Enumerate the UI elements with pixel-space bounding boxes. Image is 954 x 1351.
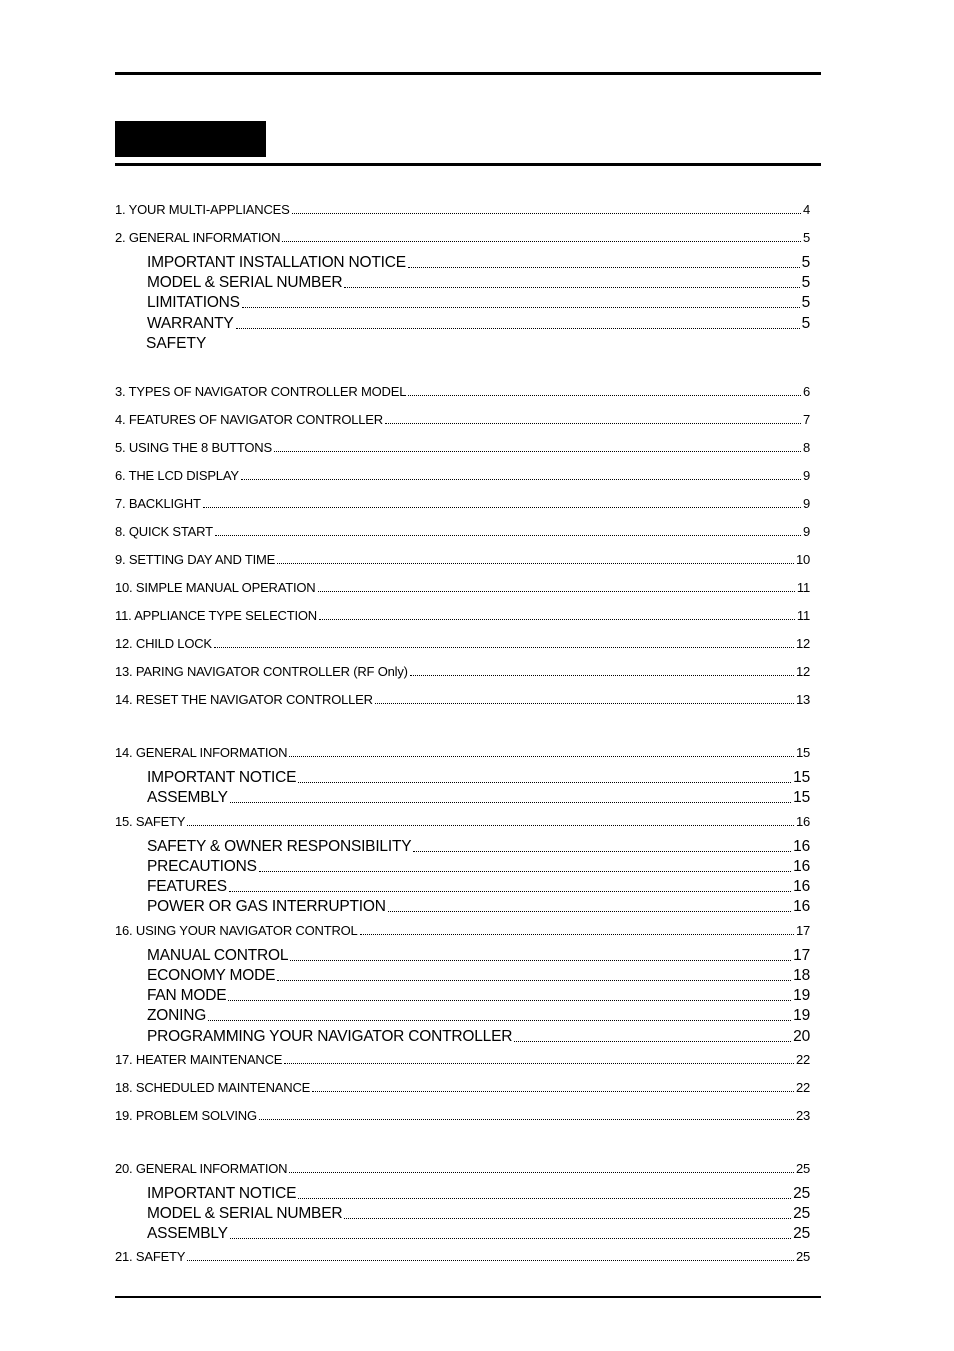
toc-leader-dots xyxy=(259,1118,794,1120)
toc-entry-page: 25 xyxy=(793,1225,810,1242)
toc-entry-page: 9 xyxy=(802,496,810,511)
toc-leader-dots xyxy=(242,306,800,308)
toc-entry-label: 2. GENERAL INFORMATION xyxy=(115,230,281,245)
toc-entry-label: ASSEMBLY xyxy=(147,789,228,806)
toc-entry-page: 19 xyxy=(793,1007,810,1024)
toc-entry[interactable] xyxy=(115,745,810,760)
toc-leader-dots xyxy=(360,933,794,935)
toc-entry[interactable] xyxy=(115,636,810,651)
toc-entry-label: ASSEMBLY xyxy=(147,1225,228,1242)
toc-entry-label: IMPORTANT NOTICE xyxy=(147,769,297,786)
toc-entry[interactable] xyxy=(115,412,810,427)
toc-entry-page: 19 xyxy=(793,987,810,1004)
toc-entry-page: 15 xyxy=(795,745,810,760)
toc-leader-dots xyxy=(298,1197,791,1199)
toc-leader-dots xyxy=(408,394,801,396)
toc-entry-page: 16 xyxy=(793,858,810,875)
top-rule xyxy=(115,72,821,75)
toc-entry[interactable] xyxy=(115,1052,810,1067)
toc-entry-label: SAFETY & OWNER RESPONSIBILITY xyxy=(147,838,412,855)
toc-entry-label: 4. FEATURES OF NAVIGATOR CONTROLLER xyxy=(115,412,383,427)
toc-entry[interactable] xyxy=(115,580,810,595)
toc-entry[interactable] xyxy=(147,315,810,333)
toc-leader-dots xyxy=(318,590,795,592)
toc-entry[interactable] xyxy=(147,1225,810,1243)
toc-leader-dots xyxy=(187,1259,794,1261)
toc-leader-dots xyxy=(215,534,801,536)
toc-leader-dots xyxy=(228,999,791,1001)
toc-leader-dots xyxy=(289,1171,794,1173)
toc-leader-dots xyxy=(203,506,801,508)
toc-entry-label: MANUAL CONTROL xyxy=(147,947,289,964)
toc-entry-label: 18. SCHEDULED MAINTENANCE xyxy=(115,1080,311,1095)
toc-leader-dots xyxy=(277,979,791,981)
toc-entry-label: MODEL & SERIAL NUMBER xyxy=(147,1205,343,1222)
toc-entry-page: 5 xyxy=(801,274,810,291)
toc-entry-page: 11 xyxy=(796,580,810,595)
toc-leader-dots xyxy=(344,286,799,288)
toc-entry-label: 9. SETTING DAY AND TIME xyxy=(115,552,276,567)
toc-entry-page: 12 xyxy=(795,664,810,679)
toc-entry-page: 9 xyxy=(802,468,810,483)
toc-entry[interactable] xyxy=(115,202,810,217)
toc-entry[interactable] xyxy=(115,923,810,938)
toc-entry-label: 15. SAFETY xyxy=(115,814,186,829)
toc-leader-dots xyxy=(241,478,801,480)
toc-entry-page: 16 xyxy=(795,814,810,829)
toc-entry-page: 9 xyxy=(802,524,810,539)
toc-leader-dots xyxy=(410,674,794,676)
toc-entry-page: 16 xyxy=(793,838,810,855)
toc-entry-label: POWER OR GAS INTERRUPTION xyxy=(147,898,386,915)
toc-entry[interactable] xyxy=(115,1161,810,1176)
toc-entry-page: 5 xyxy=(802,230,810,245)
toc-entry[interactable] xyxy=(115,496,810,511)
toc-entry-label: 7. BACKLIGHT xyxy=(115,496,201,511)
toc-entry[interactable] xyxy=(147,878,810,896)
toc-entry[interactable] xyxy=(115,1080,810,1095)
toc-entry-label: 14. GENERAL INFORMATION xyxy=(115,745,288,760)
toc-entry-label: MODEL & SERIAL NUMBER xyxy=(147,274,343,291)
toc-entry-label: PRECAUTIONS xyxy=(147,858,257,875)
toc-entry-label: WARRANTY xyxy=(147,315,234,332)
toc-entry[interactable] xyxy=(115,692,810,707)
toc-entry-label: 19. PROBLEM SOLVING xyxy=(115,1108,257,1123)
toc-entry-page: 25 xyxy=(793,1205,810,1222)
toc-entry[interactable] xyxy=(147,294,810,312)
toc-entry-page: 5 xyxy=(801,254,810,271)
toc-entry[interactable] xyxy=(115,384,810,399)
toc-entry[interactable] xyxy=(147,254,810,272)
toc-entry-label: 8. QUICK START xyxy=(115,524,213,539)
toc-entry[interactable] xyxy=(147,1028,810,1046)
toc-leader-dots xyxy=(408,266,800,268)
toc-entry-label: ZONING xyxy=(147,1007,207,1024)
toc-entry-page: 23 xyxy=(795,1108,810,1123)
toc-entry-page: 25 xyxy=(795,1161,810,1176)
toc-entry-label: 13. PARING NAVIGATOR CONTROLLER (RF Only) xyxy=(115,664,408,679)
toc-entry[interactable] xyxy=(115,664,810,679)
toc-entry[interactable] xyxy=(147,274,810,292)
toc-entry-page: 15 xyxy=(793,769,810,786)
toc-entry-page: 10 xyxy=(795,552,810,567)
toc-entry-page: 16 xyxy=(793,898,810,915)
toc-entry-page: 5 xyxy=(801,294,810,311)
toc-entry[interactable] xyxy=(115,440,810,455)
toc-entry-label: 3. TYPES OF NAVIGATOR CONTROLLER MODEL xyxy=(115,384,407,399)
toc-leader-dots xyxy=(259,870,791,872)
toc-entry[interactable] xyxy=(115,608,810,623)
toc-entry[interactable] xyxy=(147,898,810,916)
toc-leader-dots xyxy=(208,1019,791,1021)
toc-entry-page: 13 xyxy=(795,692,810,707)
toc-leader-dots xyxy=(274,450,801,452)
toc-entry-page: 22 xyxy=(795,1052,810,1067)
toc-entry-page: 17 xyxy=(793,947,810,964)
toc-leader-dots xyxy=(277,562,794,564)
toc-leader-dots xyxy=(375,702,794,704)
toc-entry[interactable] xyxy=(147,838,810,856)
toc-entry-label: 11. APPLIANCE TYPE SELECTION xyxy=(115,608,318,623)
toc-entry-label: 20. GENERAL INFORMATION xyxy=(115,1161,288,1176)
toc-entry-page: 8 xyxy=(802,440,810,455)
toc-entry[interactable] xyxy=(115,524,810,539)
toc-leader-dots xyxy=(284,1062,794,1064)
toc-entry-label: FEATURES xyxy=(147,878,227,895)
toc-entry[interactable] xyxy=(147,987,810,1005)
toc-entry[interactable] xyxy=(115,1108,810,1123)
toc-leader-dots xyxy=(236,327,800,329)
bottom-rule xyxy=(115,1296,821,1298)
toc-leader-dots xyxy=(214,646,794,648)
toc-entry-page: 18 xyxy=(793,967,810,984)
toc-entry[interactable] xyxy=(147,789,810,807)
toc-leader-dots xyxy=(319,618,795,620)
toc-entry-page: 17 xyxy=(795,923,810,938)
title-block xyxy=(115,121,266,157)
toc-leader-dots xyxy=(514,1040,791,1042)
toc-entry-page: 15 xyxy=(793,789,810,806)
toc-leader-dots xyxy=(298,781,791,783)
toc-entry-page: 12 xyxy=(795,636,810,651)
toc-entry-page: 7 xyxy=(802,412,810,427)
toc-entry-label: IMPORTANT INSTALLATION NOTICE xyxy=(147,254,406,271)
toc-entry[interactable] xyxy=(115,552,810,567)
toc-leader-dots xyxy=(290,959,791,961)
toc-entry[interactable] xyxy=(147,1205,810,1223)
toc-entry-label: FAN MODE xyxy=(147,987,227,1004)
toc-entry-page: 25 xyxy=(793,1185,810,1202)
toc-entry-label: 5. USING THE 8 BUTTONS xyxy=(115,440,272,455)
toc-entry-page: 25 xyxy=(795,1249,810,1264)
toc-leader-dots xyxy=(385,422,801,424)
toc-entry-page: 11 xyxy=(796,608,810,623)
toc-entry-label: IMPORTANT NOTICE xyxy=(147,1185,297,1202)
toc-leader-dots xyxy=(292,212,801,214)
toc-entry-page: 16 xyxy=(793,878,810,895)
toc-entry-label: 14. RESET THE NAVIGATOR CONTROLLER xyxy=(115,692,373,707)
toc-entry-label: 6. THE LCD DISPLAY xyxy=(115,468,239,483)
toc-leader-dots xyxy=(230,801,791,803)
toc-entry-label: 21. SAFETY xyxy=(115,1249,186,1264)
toc-entry[interactable] xyxy=(147,769,810,787)
toc-entry[interactable] xyxy=(115,230,810,245)
toc-leader-dots xyxy=(282,240,801,242)
toc-entry-page: 6 xyxy=(802,384,810,399)
toc-entry-label: LIMITATIONS xyxy=(147,294,240,311)
toc-leader-dots xyxy=(187,824,794,826)
toc-entry-label: 16. USING YOUR NAVIGATOR CONTROL xyxy=(115,923,358,938)
toc-entry[interactable] xyxy=(147,967,810,985)
header-rule xyxy=(115,163,821,166)
toc-entry[interactable] xyxy=(147,1185,810,1203)
toc-leader-dots xyxy=(413,850,791,852)
toc-entry[interactable] xyxy=(115,814,810,829)
toc-entry-label: ECONOMY MODE xyxy=(147,967,276,984)
toc-entry-label: PROGRAMMING YOUR NAVIGATOR CONTROLLER xyxy=(147,1028,513,1045)
toc-leader-dots xyxy=(344,1217,791,1219)
toc-entry[interactable] xyxy=(147,947,810,965)
toc-leader-dots xyxy=(388,910,791,912)
toc-entry-label: 1. YOUR MULTI-APPLIANCES xyxy=(115,202,290,217)
toc-safety-heading: SAFETY xyxy=(146,335,207,352)
toc-leader-dots xyxy=(230,1237,791,1239)
toc-entry[interactable] xyxy=(115,1249,810,1264)
toc-leader-dots xyxy=(312,1090,794,1092)
toc-entry-page: 4 xyxy=(802,202,810,217)
toc-leader-dots xyxy=(289,755,794,757)
toc-entry-label: 12. CHILD LOCK xyxy=(115,636,212,651)
toc-entry-label: 17. HEATER MAINTENANCE xyxy=(115,1052,283,1067)
toc-entry[interactable] xyxy=(147,1007,810,1025)
toc-leader-dots xyxy=(229,890,791,892)
toc-entry-page: 5 xyxy=(801,315,810,332)
toc-entry-page: 20 xyxy=(793,1028,810,1045)
toc-entry[interactable] xyxy=(115,468,810,483)
toc-entry[interactable] xyxy=(147,858,810,876)
toc-entry-page: 22 xyxy=(795,1080,810,1095)
toc-entry-label: 10. SIMPLE MANUAL OPERATION xyxy=(115,580,316,595)
